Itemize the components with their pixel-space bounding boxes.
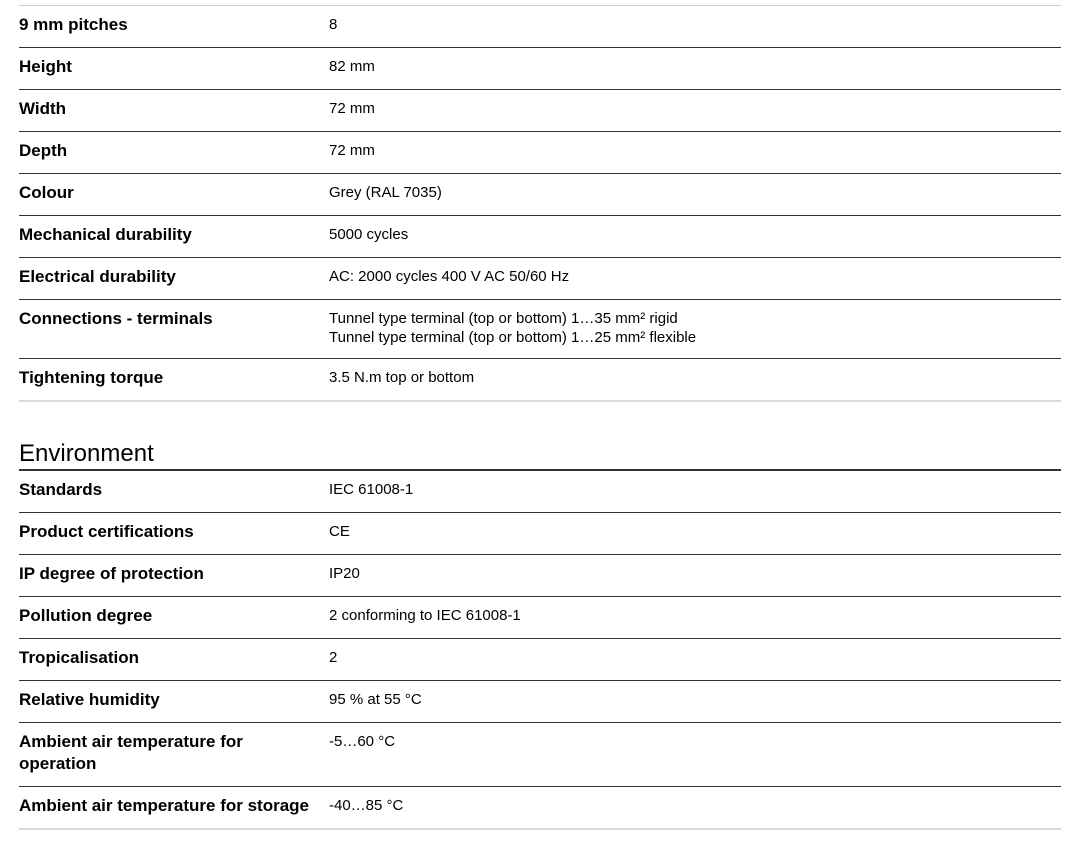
row-value — [329, 174, 1061, 216]
section-title-text: Environment — [19, 440, 154, 467]
row-value-line: 8 — [329, 16, 338, 33]
row-value — [329, 471, 1061, 513]
table-row — [19, 300, 1061, 359]
characteristics-table-body — [19, 6, 1061, 401]
table-row — [19, 174, 1061, 216]
row-label: Ambient air temperature for operation — [19, 732, 243, 773]
row-value-line: 2 conforming to IEC 61008-1 — [329, 607, 521, 624]
table-row — [19, 48, 1061, 90]
row-value — [329, 639, 1061, 681]
row-value — [329, 513, 1061, 555]
table-row — [19, 6, 1061, 48]
row-label: Tightening torque — [19, 368, 164, 387]
table-row — [19, 555, 1061, 597]
spec-sheet — [19, 0, 1061, 830]
table-row — [19, 513, 1061, 555]
row-value — [329, 90, 1061, 132]
row-label: Connections - terminals — [19, 309, 213, 328]
row-label: Tropicalisation — [19, 648, 139, 667]
row-value — [329, 597, 1061, 639]
row-value-line: 72 mm — [329, 100, 375, 117]
row-label: Electrical durability — [19, 267, 176, 286]
row-label: Mechanical durability — [19, 225, 192, 244]
row-value-line: 2 — [329, 649, 338, 666]
row-value-line: AC: 2000 cycles 400 V AC 50/60 Hz — [329, 268, 570, 285]
row-value — [329, 359, 1061, 402]
row-label: Standards — [19, 480, 103, 499]
row-value — [329, 132, 1061, 174]
row-value — [329, 723, 1061, 787]
characteristics-table — [19, 6, 1061, 402]
table-row — [19, 787, 1061, 830]
row-value-line: IEC 61008-1 — [329, 481, 414, 498]
row-value-line: 82 mm — [329, 58, 375, 75]
table-row — [19, 359, 1061, 402]
row-value — [329, 6, 1061, 48]
row-label: Depth — [19, 141, 68, 160]
row-value-line: IP20 — [329, 565, 360, 582]
row-value-line: CE — [329, 523, 350, 540]
row-label: IP degree of protection — [19, 564, 204, 583]
row-label: Relative humidity — [19, 690, 160, 709]
row-value — [329, 300, 1061, 359]
table-row — [19, 258, 1061, 300]
row-value-line: 5000 cycles — [329, 226, 409, 243]
table-row — [19, 597, 1061, 639]
row-value — [329, 216, 1061, 258]
table-row — [19, 216, 1061, 258]
row-label: 9 mm pitches — [19, 15, 128, 34]
row-value-line: Tunnel type terminal (top or bottom) 1…25 mm² flexible — [329, 329, 697, 346]
row-label: Pollution degree — [19, 606, 153, 625]
table-row — [19, 90, 1061, 132]
row-value — [329, 48, 1061, 90]
row-value-line: -40…85 °C — [329, 797, 404, 814]
table-row — [19, 132, 1061, 174]
row-value — [329, 258, 1061, 300]
row-value-line: 3.5 N.m top or bottom — [329, 369, 475, 386]
table-row — [19, 723, 1061, 787]
row-label: Colour — [19, 183, 74, 202]
row-value-line: 72 mm — [329, 142, 375, 159]
row-label: Product certifications — [19, 522, 194, 541]
row-label: Ambient air temperature for storage — [19, 796, 310, 815]
row-value — [329, 681, 1061, 723]
table-row — [19, 681, 1061, 723]
section-spacer — [19, 402, 1061, 438]
environment-table-body — [19, 471, 1061, 829]
row-label: Width — [19, 99, 67, 118]
table-row — [19, 639, 1061, 681]
row-value-line: Grey (RAL 7035) — [329, 184, 442, 201]
row-value — [329, 787, 1061, 830]
row-value — [329, 555, 1061, 597]
table-row — [19, 471, 1061, 513]
row-label: Height — [19, 57, 72, 76]
environment-table — [19, 471, 1061, 830]
section-title-environment — [19, 438, 1061, 471]
row-value-line: -5…60 °C — [329, 733, 396, 750]
row-value-line: 95 % at 55 °C — [329, 691, 422, 708]
row-value-line: Tunnel type terminal (top or bottom) 1…35 mm² rigid — [329, 310, 678, 327]
